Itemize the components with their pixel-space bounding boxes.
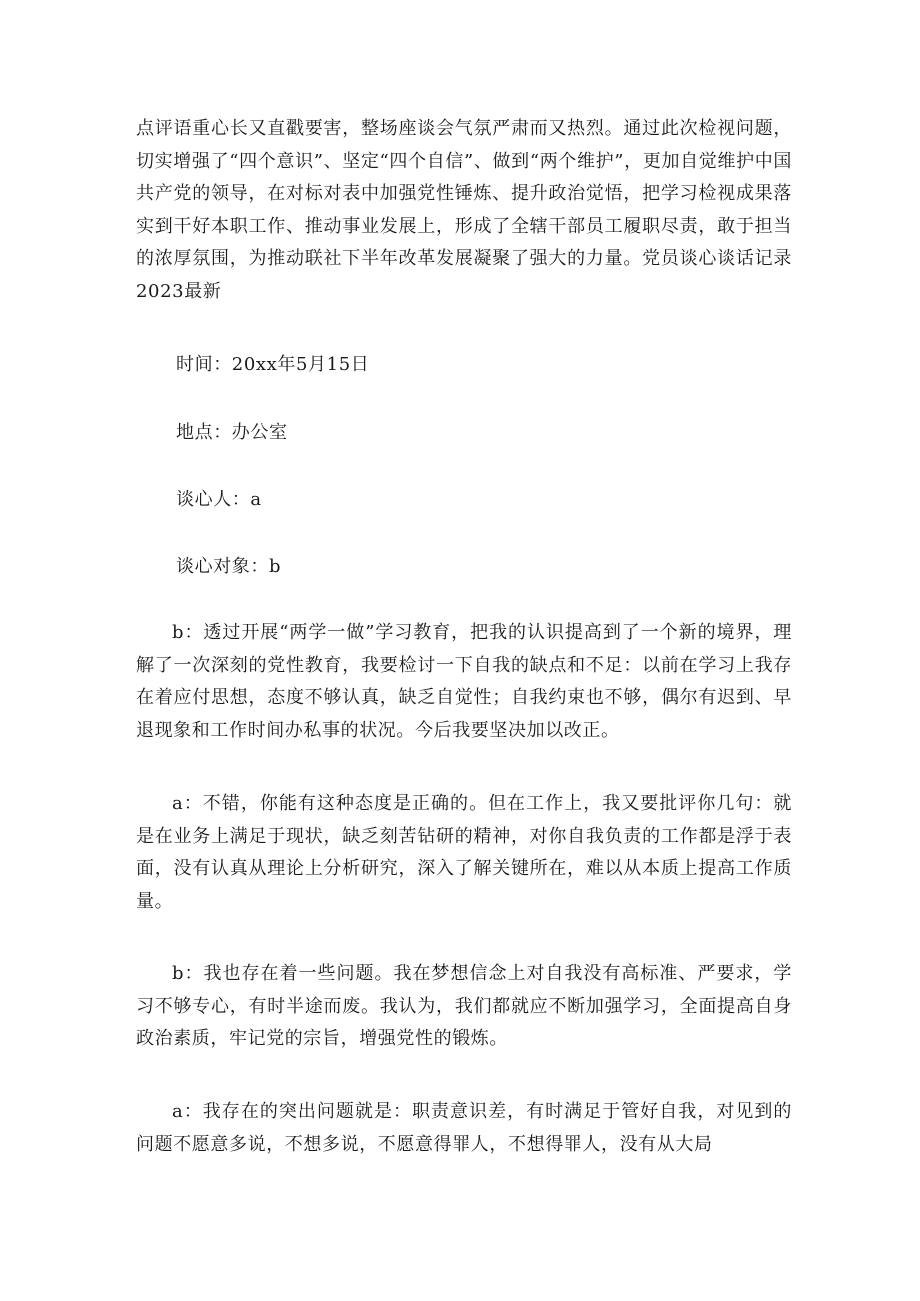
meeting-place: 地点：办公室 <box>176 422 288 443</box>
meeting-talker: 谈心人：a <box>176 489 262 510</box>
dialogue-paragraph: a：不错，你能有这种态度是正确的。但在工作上，我又要批评你几句：就是在业务上满足于现状，缺乏刻苦钻研的精神，对你自我负责的工作都是浮于表面，没有认真从理论上分析研究，深入了解关键所在，难以从本质上提高工作质量。 <box>136 793 792 912</box>
dialogue-paragraph: b：透过开展“两学一做”学习教育，把我的认识提高到了一个新的境界，理解了一次深刻的党性教育，我要检讨一下自我的缺点和不足：以前在学习上我存在着应付思想，态度不够认真，缺乏自觉性；自我约束也不够，偶尔有迟到、早退现象和工作时间办私事的状况。今后我要坚决加以改正。 <box>136 622 792 741</box>
dialogue-paragraph: a：我存在的突出问题就是：职责意识差，有时满足于管好自我，对见到的问题不愿意多说，不想多说，不愿意得罪人，不想得罪人，没有从大局 <box>136 1101 792 1155</box>
meeting-target: 谈心对象：b <box>176 556 282 577</box>
meeting-time: 时间：20xx年5月15日 <box>176 354 370 375</box>
intro-paragraph: 点评语重心长又直戳要害，整场座谈会气氛严肃而又热烈。通过此次检视问题，切实增强了“四个意识”、坚定“四个自信”、做到“两个维护”，更加自觉维护中国共产党的领导，在对标对表中加强党性锤炼、提升政治觉悟，把学习检视成果落实到干好本职工作、推动事业发展上，形成了全辖干部员工履职尽责，敢于担当的浓厚氛围，为推动联社下半年改革发展凝聚了强大的力量。党员谈心谈话记录2023最新 <box>136 118 792 302</box>
dialogue-paragraph: b：我也存在着一些问题。我在梦想信念上对自我没有高标准、严要求，学习不够专心，有时半途而废。我认为，我们都就应不断加强学习，全面提高自身政治素质，牢记党的宗旨，增强党性的锻炼。 <box>136 963 792 1050</box>
